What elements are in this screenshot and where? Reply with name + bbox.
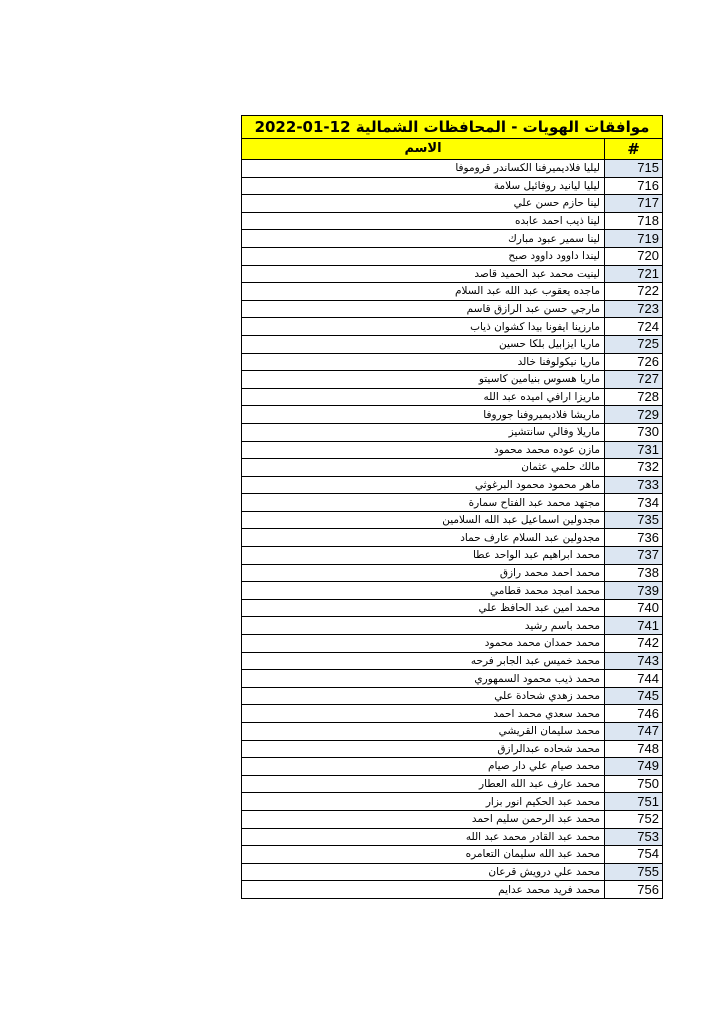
number-cell: 751 — [605, 793, 663, 811]
number-cell: 748 — [605, 740, 663, 758]
table-row — [242, 318, 663, 336]
number-cell: 749 — [605, 758, 663, 776]
table-row — [242, 652, 663, 670]
name-cell: محمد عبد الحكيم انور بزار — [242, 793, 605, 811]
number-cell: 727 — [605, 371, 663, 389]
table-row — [242, 265, 663, 283]
name-cell: محمد ذيب محمود السمهوري — [242, 670, 605, 688]
table-row — [242, 828, 663, 846]
table-row — [242, 793, 663, 811]
name-cell: محمد سعدي محمد احمد — [242, 705, 605, 723]
header-row — [242, 139, 663, 160]
table-row — [242, 758, 663, 776]
table-row — [242, 670, 663, 688]
name-cell: ليليا ليانيد روفائيل سلامة — [242, 177, 605, 195]
number-cell: 743 — [605, 652, 663, 670]
table-row — [242, 441, 663, 459]
table-row — [242, 247, 663, 265]
table-row — [242, 775, 663, 793]
table-row — [242, 212, 663, 230]
number-cell: 734 — [605, 494, 663, 512]
number-cell: 756 — [605, 881, 663, 899]
table-row — [242, 564, 663, 582]
name-cell: محمد سليمان القريشي — [242, 723, 605, 741]
number-cell: 739 — [605, 582, 663, 600]
table-row — [242, 582, 663, 600]
name-cell: مجتهد محمد عبد الفتاح سمارة — [242, 494, 605, 512]
table-row — [242, 177, 663, 195]
number-cell: 755 — [605, 863, 663, 881]
name-cell: محمد امين عبد الحافظ علي — [242, 599, 605, 617]
table-row — [242, 406, 663, 424]
name-cell: محمد ابراهيم عبد الواحد عطا — [242, 547, 605, 565]
table-row — [242, 617, 663, 635]
number-cell: 733 — [605, 476, 663, 494]
number-cell: 732 — [605, 459, 663, 477]
number-cell: 744 — [605, 670, 663, 688]
table-row — [242, 300, 663, 318]
table-row — [242, 230, 663, 248]
number-cell: 738 — [605, 564, 663, 582]
name-cell: محمد زهدي شحادة علي — [242, 687, 605, 705]
table-row — [242, 371, 663, 389]
table-row — [242, 599, 663, 617]
name-cell: محمد عارف عبد الله العطار — [242, 775, 605, 793]
name-cell: ماجده يعقوب عبد الله عبد السلام — [242, 283, 605, 301]
number-cell: 753 — [605, 828, 663, 846]
name-cell: ماهر محمود محمود البرغوثي — [242, 476, 605, 494]
approvals-table — [241, 115, 663, 899]
name-cell: محمد حمدان محمد محمود — [242, 635, 605, 653]
name-cell: محمد علي درويش قرعان — [242, 863, 605, 881]
number-cell: 725 — [605, 335, 663, 353]
name-cell: مارزينا ايفونا بيدا كشوان ذياب — [242, 318, 605, 336]
number-cell: 730 — [605, 423, 663, 441]
number-cell: 718 — [605, 212, 663, 230]
number-cell: 737 — [605, 547, 663, 565]
number-column-header: # — [605, 139, 663, 160]
number-cell: 724 — [605, 318, 663, 336]
number-cell: 750 — [605, 775, 663, 793]
name-cell: محمد امجد محمد قطامي — [242, 582, 605, 600]
table-row — [242, 810, 663, 828]
name-cell: محمد عبد الله سليمان التعامره — [242, 846, 605, 864]
number-cell: 723 — [605, 300, 663, 318]
name-cell: محمد احمد محمد رازق — [242, 564, 605, 582]
name-cell: مارجي حسن عبد الرازق قاسم — [242, 300, 605, 318]
number-cell: 736 — [605, 529, 663, 547]
name-cell: مالك حلمي عثمان — [242, 459, 605, 477]
number-cell: 741 — [605, 617, 663, 635]
name-cell: مازن عوده محمد محمود — [242, 441, 605, 459]
name-cell: محمد فريد محمد عدايم — [242, 881, 605, 899]
table-row — [242, 335, 663, 353]
name-cell: لينا ذيب احمد عابده — [242, 212, 605, 230]
number-cell: 752 — [605, 810, 663, 828]
name-cell: محمد خميس عبد الجابر فرحه — [242, 652, 605, 670]
table-row — [242, 723, 663, 741]
number-cell: 715 — [605, 160, 663, 178]
table-row — [242, 881, 663, 899]
name-cell: مجدولين اسماعيل عبد الله السلامين — [242, 511, 605, 529]
name-cell: محمد شحاده عبدالرازق — [242, 740, 605, 758]
title-row — [242, 116, 663, 139]
table-row — [242, 353, 663, 371]
name-cell: لينا سمير عبود مبارك — [242, 230, 605, 248]
name-cell: ليندا داوود داوود صبح — [242, 247, 605, 265]
table-row — [242, 547, 663, 565]
table-row — [242, 635, 663, 653]
name-cell: ماريلا وفالي سانتشيز — [242, 423, 605, 441]
number-cell: 716 — [605, 177, 663, 195]
name-cell: ماريا هسوس بنيامين كاسيتو — [242, 371, 605, 389]
number-cell: 735 — [605, 511, 663, 529]
number-cell: 742 — [605, 635, 663, 653]
name-cell: ماريا نيكولوفنا خالد — [242, 353, 605, 371]
name-cell: محمد عبد القادر محمد عبد الله — [242, 828, 605, 846]
number-cell: 722 — [605, 283, 663, 301]
table-row — [242, 423, 663, 441]
sheet-title: موافقات الهويات - المحافظات الشمالية 12-01-2022 — [242, 116, 663, 139]
name-cell: ماريشا فلاديميروفنا جوروفا — [242, 406, 605, 424]
number-cell: 747 — [605, 723, 663, 741]
number-cell: 740 — [605, 599, 663, 617]
table-row — [242, 863, 663, 881]
number-cell: 720 — [605, 247, 663, 265]
name-cell: محمد صيام علي دار صيام — [242, 758, 605, 776]
table-row — [242, 529, 663, 547]
number-cell: 754 — [605, 846, 663, 864]
table-row — [242, 846, 663, 864]
number-cell: 728 — [605, 388, 663, 406]
name-cell: محمد عبد الرحمن سليم احمد — [242, 810, 605, 828]
name-cell: لينيت محمد عبد الحميد قاصد — [242, 265, 605, 283]
table-row — [242, 511, 663, 529]
name-cell: مجدولين عبد السلام عارف حماد — [242, 529, 605, 547]
number-cell: 745 — [605, 687, 663, 705]
table-row — [242, 160, 663, 178]
table-row — [242, 740, 663, 758]
number-cell: 729 — [605, 406, 663, 424]
number-cell: 717 — [605, 195, 663, 213]
table-row — [242, 494, 663, 512]
name-column-header: الاسم — [242, 139, 605, 160]
name-cell: محمد باسم رشيد — [242, 617, 605, 635]
number-cell: 746 — [605, 705, 663, 723]
name-cell: ليليا فلاديميرفنا الكساندر قروموفا — [242, 160, 605, 178]
number-cell: 721 — [605, 265, 663, 283]
table-row — [242, 476, 663, 494]
number-cell: 731 — [605, 441, 663, 459]
table-row — [242, 687, 663, 705]
number-cell: 726 — [605, 353, 663, 371]
name-cell: ماريزا ارافي اميده عبد الله — [242, 388, 605, 406]
table-row — [242, 195, 663, 213]
table-row — [242, 459, 663, 477]
table-row — [242, 705, 663, 723]
table-row — [242, 283, 663, 301]
number-cell: 719 — [605, 230, 663, 248]
name-cell: لينا حازم حسن علي — [242, 195, 605, 213]
name-cell: ماريا ايزابيل بلكا حسين — [242, 335, 605, 353]
table-row — [242, 388, 663, 406]
